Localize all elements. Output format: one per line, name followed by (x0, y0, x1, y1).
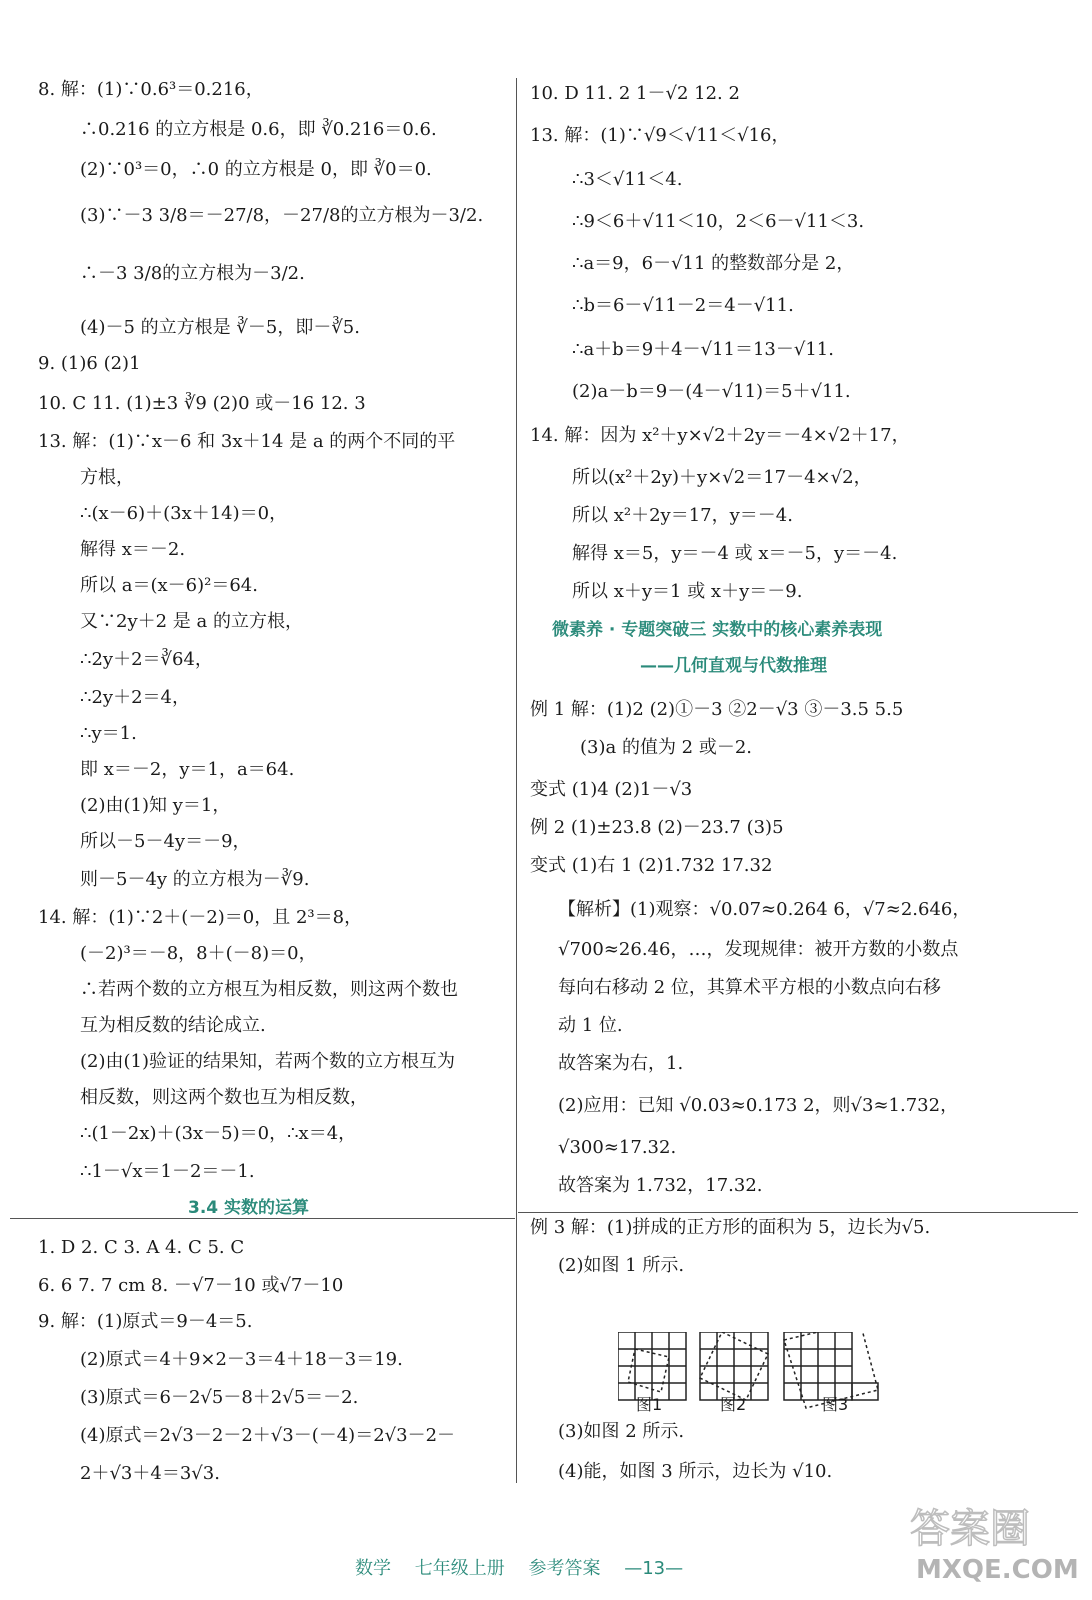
right-answer-line: (2)a－b＝9－(4－√11)＝5＋√11. (572, 381, 851, 402)
left-answer-line: ∴(1－2x)＋(3x－5)＝0，∴x＝4， (80, 1123, 357, 1144)
right-answer-line: ∴a＝9，6－√11 的整数部分是 2， (572, 253, 855, 274)
left-answer-line: (2)由(1)知 y＝1， (80, 795, 231, 816)
footer-grade: 七年级上册 (414, 1558, 505, 1579)
right-answer-line: ∴9＜6＋√11＜10，2＜6－√11＜3. (572, 211, 865, 232)
right-answer-line: √700≈26.46，…，发现规律：被开方数的小数点 (558, 939, 959, 960)
left-answer-line: (4)－5 的立方根是 ∛－5，即－∛5. (80, 317, 360, 338)
right-answer-line: 例 3 解：(1)拼成的正方形的面积为 5，边长为√5. (530, 1217, 931, 1238)
figure-caption-2: 图2 (720, 1395, 747, 1414)
left-answer-line: (3)∵－3 3/8＝－27/8，－27/8的立方根为－3/2. (80, 205, 484, 226)
figure-caption-1: 图1 (636, 1395, 663, 1414)
column-divider (516, 78, 517, 1483)
right-answer-line: 例 1 解：(1)2 (2)①－3 ②2－√3 ③－3.5 5.5 (530, 699, 904, 720)
left-answer-line: ∴(x－6)＋(3x＋14)＝0， (80, 503, 288, 524)
left-answer-line: (2)由(1)验证的结果知，若两个数的立方根互为 (80, 1051, 455, 1072)
right-answer-line: 解得 x＝5，y＝－4 或 x＝－5，y＝－4. (572, 543, 898, 564)
page-footer (355, 1554, 701, 1580)
right-answer-line: √300≈17.32. (558, 1137, 677, 1158)
left-answer-line: 2＋√3＋4＝3√3. (80, 1463, 220, 1484)
right-answer-line: (3)a 的值为 2 或－2. (580, 737, 753, 758)
left-answer-line: 解得 x＝－2. (80, 539, 186, 560)
left-answer-line: 10. C 11. (1)±3 ∛9 (2)0 或－16 12. 3 (38, 393, 366, 414)
right-answer-line: (4)能，如图 3 所示，边长为 √10. (558, 1461, 833, 1482)
left-answer-line: (3)原式＝6－2√5－8＋2√5＝－2. (80, 1387, 359, 1408)
left-answer-line: ∴y＝1. (80, 723, 137, 744)
right-answer-line: 故答案为右，1. (558, 1053, 684, 1074)
left-answer-line: (2)原式＝4＋9×2－3＝4＋18－3＝19. (80, 1349, 403, 1370)
right-answer-line: 14. 解：因为 x²＋y×√2＋2y＝－4×√2＋17， (530, 425, 910, 446)
section-divider-left (10, 1218, 515, 1219)
left-answer-line: ∴2y＋2＝∛64， (80, 649, 213, 670)
figure-2 (700, 1332, 768, 1400)
left-answer-line: 6. 6 7. 7 cm 8. －√7－10 或√7－10 (38, 1275, 344, 1296)
watermark-text: 答案圈 (910, 1506, 1030, 1552)
right-answer-line: (2)如图 1 所示. (558, 1255, 685, 1276)
right-answer-line: 10. D 11. 2 1－√2 12. 2 (530, 83, 740, 104)
right-answer-line: 动 1 位. (558, 1015, 623, 1036)
footer-label: 参考答案 (528, 1558, 601, 1579)
left-answer-line: 所以 a＝(x－6)²＝64. (80, 575, 258, 596)
left-answer-line: (4)原式＝2√3－2－2＋√3－(－4)＝2√3－2－ (80, 1425, 456, 1446)
section-divider-right (518, 1212, 1078, 1213)
left-answer-line: ∴2y＋2＝4， (80, 687, 190, 708)
left-answer-line: 所以－5－4y＝－9， (80, 831, 251, 852)
left-answer-line: 互为相反数的结论成立. (80, 1015, 266, 1036)
left-answer-line: 方根， (80, 467, 134, 488)
right-answer-line: 变式 (1)右 1 (2)1.732 17.32 (530, 855, 773, 876)
right-answer-line: (3)如图 2 所示. (558, 1421, 685, 1442)
figure-1 (618, 1332, 686, 1400)
left-answer-line: 9. 解：(1)原式＝9－4＝5. (38, 1311, 253, 1332)
special-topic-title: 微素养 · 专题突破三 实数中的核心素养表现 (552, 620, 883, 640)
right-answer-line: ∴b＝6－√11－2＝4－√11. (572, 295, 794, 316)
left-answer-line: 14. 解：(1)∵2＋(－2)＝0，且 2³＝8， (38, 907, 363, 928)
left-answer-line: 13. 解：(1)∵x－6 和 3x＋14 是 a 的两个不同的平 (38, 431, 456, 452)
right-answer-line: 所以 x²＋2y＝17，y＝－4. (572, 505, 793, 526)
left-answer-line: 1. D 2. C 3. A 4. C 5. C (38, 1237, 245, 1258)
footer-page-number: —13— (624, 1558, 684, 1579)
watermark-logo (902, 1496, 1080, 1588)
left-answer-line: ∴－3 3/8的立方根为－3/2. (80, 263, 305, 284)
right-answer-line: 例 2 (1)±23.8 (2)－23.7 (3)5 (530, 817, 784, 838)
right-answer-line: (2)应用：已知 √0.03≈0.173 2，则√3≈1.732， (558, 1095, 959, 1116)
right-answer-line: 变式 (1)4 (2)1－√3 (530, 779, 693, 800)
left-answer-line: (2)∵0³＝0，∴0 的立方根是 0，即 ∛0＝0. (80, 159, 432, 180)
left-answer-line: ∴0.216 的立方根是 0.6，即 ∛0.216＝0.6. (80, 119, 437, 140)
left-answer-line: 又∵2y＋2 是 a 的立方根， (80, 611, 303, 632)
left-answer-line: 9. (1)6 (2)1 (38, 353, 141, 374)
right-answer-line: 13. 解：(1)∵√9＜√11＜√16， (530, 125, 790, 146)
left-answer-line: ∴若两个数的立方根互为相反数，则这两个数也 (80, 979, 458, 1000)
figure-caption-3: 图3 (822, 1395, 849, 1414)
left-answer-line: 即 x＝－2，y＝1，a＝64. (80, 759, 295, 780)
right-answer-line: 每向右移动 2 位，其算术平方根的小数点向右移 (558, 977, 941, 998)
right-answer-line: 故答案为 1.732，17.32. (558, 1175, 763, 1196)
left-answer-line: (－2)³＝－8，8＋(－8)＝0， (80, 943, 317, 964)
special-topic-subtitle: ——几何直观与代数推理 (640, 656, 827, 676)
footer-subject: 数学 (355, 1558, 391, 1579)
left-answer-line: 相反数，则这两个数也互为相反数， (80, 1087, 368, 1108)
right-answer-line: 所以(x²＋2y)＋y×√2＝17－4×√2， (572, 467, 872, 488)
watermark-domain: MXQE.COM (916, 1555, 1079, 1585)
right-answer-line: 【解析】(1)观察：√0.07≈0.264 6，√7≈2.646， (558, 899, 971, 920)
left-answer-line: 8. 解：(1)∵0.6³＝0.216， (38, 79, 264, 100)
right-answer-line: ∴3＜√11＜4. (572, 169, 683, 190)
right-answer-line: ∴a＋b＝9＋4－√11＝13－√11. (572, 339, 834, 360)
left-answer-line: 则－5－4y 的立方根为－∛9. (80, 869, 310, 890)
right-answer-line: 所以 x＋y＝1 或 x＋y＝－9. (572, 581, 803, 602)
left-answer-line: ∴1－√x＝1－2＝－1. (80, 1161, 255, 1182)
section-heading-3-4: 3.4 实数的运算 (188, 1198, 310, 1218)
